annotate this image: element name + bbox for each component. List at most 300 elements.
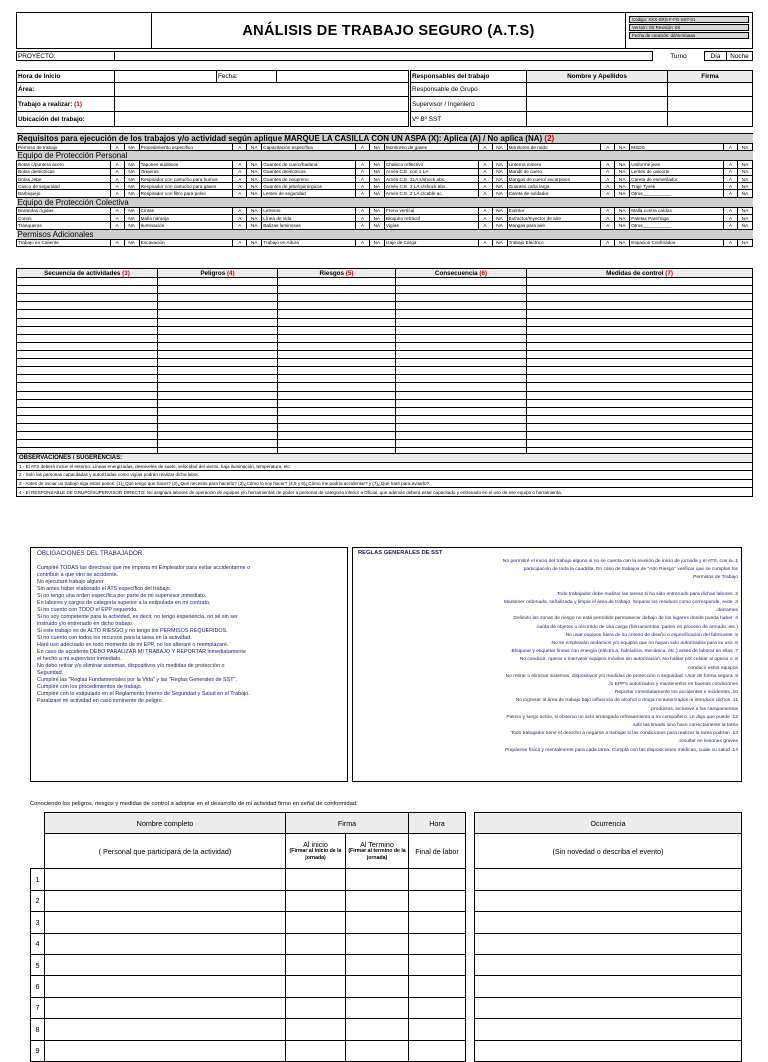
signature-start-cell[interactable] bbox=[286, 997, 346, 1018]
activity-cell[interactable] bbox=[278, 278, 396, 286]
signature-name-cell[interactable] bbox=[45, 954, 286, 975]
flag-a-box[interactable]: A bbox=[110, 144, 124, 151]
signature-name-cell[interactable] bbox=[45, 997, 286, 1018]
resp-grupo-nombre[interactable] bbox=[527, 83, 668, 97]
flag-a-box[interactable]: A bbox=[110, 161, 124, 168]
flag-na-box[interactable]: NA bbox=[247, 161, 262, 168]
flag-a-box[interactable]: A bbox=[355, 161, 369, 168]
flag-a-box[interactable]: A bbox=[601, 215, 615, 222]
activity-cell[interactable] bbox=[278, 286, 396, 294]
activity-cell[interactable] bbox=[17, 367, 158, 375]
signature-end-cell[interactable] bbox=[346, 997, 409, 1018]
activity-cell[interactable] bbox=[158, 399, 278, 407]
flag-a-box[interactable]: A bbox=[723, 161, 737, 168]
flag-na-box[interactable]: NA bbox=[492, 222, 507, 229]
signature-hour-cell[interactable] bbox=[409, 933, 466, 954]
signature-end-cell[interactable] bbox=[346, 912, 409, 933]
signature-hour-cell[interactable] bbox=[409, 890, 466, 911]
activity-cell[interactable] bbox=[396, 318, 527, 326]
signature-name-cell[interactable] bbox=[45, 869, 286, 890]
activity-cell[interactable] bbox=[158, 326, 278, 334]
obligacion-line: el hecho a mi supervisor inmediato. bbox=[37, 656, 122, 662]
activity-cell[interactable] bbox=[396, 440, 527, 448]
activity-cell[interactable] bbox=[396, 383, 527, 391]
flag-a-box[interactable]: A bbox=[233, 222, 247, 229]
activity-cell[interactable] bbox=[17, 432, 158, 440]
activity-cell[interactable] bbox=[396, 302, 527, 310]
flag-na-box[interactable]: NA bbox=[615, 144, 630, 151]
activity-cell[interactable] bbox=[278, 423, 396, 431]
flag-na-box[interactable]: NA bbox=[737, 168, 752, 175]
signature-name-cell[interactable] bbox=[45, 890, 286, 911]
flag-a-box[interactable]: A bbox=[601, 183, 615, 190]
flag-na-box[interactable]: NA bbox=[615, 222, 630, 229]
activity-cell[interactable] bbox=[396, 432, 527, 440]
activity-cell[interactable] bbox=[17, 415, 158, 423]
activity-cell[interactable] bbox=[396, 326, 527, 334]
activity-cell[interactable] bbox=[527, 423, 753, 431]
flag-a-box[interactable]: A bbox=[355, 168, 369, 175]
activity-cell[interactable] bbox=[158, 318, 278, 326]
signature-end-cell[interactable] bbox=[346, 976, 409, 997]
flag-na-box[interactable]: NA bbox=[615, 183, 630, 190]
activity-cell[interactable] bbox=[17, 407, 158, 415]
activity-cell[interactable] bbox=[278, 359, 396, 367]
flag-a-box[interactable]: A bbox=[723, 144, 737, 151]
flag-a-box[interactable]: A bbox=[478, 239, 492, 246]
flag-a-box[interactable]: A bbox=[478, 222, 492, 229]
activity-cell[interactable] bbox=[158, 278, 278, 286]
activity-cell[interactable] bbox=[158, 391, 278, 399]
flag-na-box[interactable]: NA bbox=[124, 144, 139, 151]
activity-cell[interactable] bbox=[158, 415, 278, 423]
supervisor-nombre[interactable] bbox=[527, 97, 668, 112]
signature-hour-cell[interactable] bbox=[409, 997, 466, 1018]
activity-cell[interactable] bbox=[278, 334, 396, 342]
flag-a-box[interactable]: A bbox=[355, 207, 369, 214]
area-field[interactable] bbox=[115, 83, 409, 97]
flag-a-box[interactable]: A bbox=[723, 190, 737, 197]
flag-na-box[interactable]: NA bbox=[247, 215, 262, 222]
flag-na-box[interactable]: NA bbox=[247, 175, 262, 182]
flag-a-box[interactable]: A bbox=[723, 239, 737, 246]
signature-end-cell[interactable] bbox=[346, 933, 409, 954]
signature-start-cell[interactable] bbox=[286, 890, 346, 911]
activity-cell[interactable] bbox=[158, 310, 278, 318]
flag-a-box[interactable]: A bbox=[723, 215, 737, 222]
activity-cell[interactable] bbox=[396, 310, 527, 318]
flag-a-box[interactable]: A bbox=[723, 222, 737, 229]
activity-cell[interactable] bbox=[17, 399, 158, 407]
turno-noche[interactable]: Noche bbox=[727, 52, 753, 61]
activity-cell[interactable] bbox=[278, 375, 396, 383]
flag-na-box[interactable]: NA bbox=[369, 190, 384, 197]
activity-cell[interactable] bbox=[17, 302, 158, 310]
activity-cell[interactable] bbox=[17, 350, 158, 358]
supervisor-firma[interactable] bbox=[668, 97, 753, 112]
flag-a-box[interactable]: A bbox=[110, 215, 124, 222]
flag-na-box[interactable]: NA bbox=[615, 239, 630, 246]
activity-cell[interactable] bbox=[396, 278, 527, 286]
flag-na-box[interactable]: NA bbox=[369, 175, 384, 182]
activity-cell[interactable] bbox=[17, 334, 158, 342]
flag-a-box[interactable]: A bbox=[233, 161, 247, 168]
activity-col-head bbox=[527, 269, 753, 278]
activity-cell[interactable] bbox=[278, 294, 396, 302]
flag-na-box[interactable]: NA bbox=[247, 183, 262, 190]
signature-start-cell[interactable] bbox=[286, 933, 346, 954]
flag-a-box[interactable]: A bbox=[478, 183, 492, 190]
activity-cell[interactable] bbox=[158, 375, 278, 383]
flag-a-box[interactable]: A bbox=[601, 190, 615, 197]
flag-na-box[interactable]: NA bbox=[124, 183, 139, 190]
signature-occurrence-cell[interactable] bbox=[475, 890, 742, 911]
flag-a-box[interactable]: A bbox=[723, 168, 737, 175]
activity-cell[interactable] bbox=[17, 383, 158, 391]
sig-ocurrencia-sub: (Sin novedad o describa el evento) bbox=[475, 834, 742, 869]
flag-na-box[interactable]: NA bbox=[247, 207, 262, 214]
activity-cell[interactable] bbox=[158, 302, 278, 310]
activity-cell[interactable] bbox=[527, 399, 753, 407]
activity-cell[interactable] bbox=[396, 359, 527, 367]
activity-cell[interactable] bbox=[527, 350, 753, 358]
observation-text: 4 - El RESPONSABLE DE GRUPO/SUPERVISOR DIRECTO: No asignará labores de operación de equipos y/o herramientas de poder a personal de categoría inferior a Oficial, que además deberá estar capacitado y entrenado en el uso de ese equipo o herramienta. bbox=[17, 488, 753, 497]
signature-start-cell[interactable] bbox=[286, 912, 346, 933]
flag-a-box[interactable]: A bbox=[478, 215, 492, 222]
flag-na-box[interactable]: NA bbox=[737, 190, 752, 197]
activity-cell[interactable] bbox=[527, 440, 753, 448]
flag-a-box[interactable]: A bbox=[355, 190, 369, 197]
signature-end-cell[interactable] bbox=[346, 1040, 409, 1061]
vb-sst-firma[interactable] bbox=[668, 112, 753, 127]
flag-na-box[interactable]: NA bbox=[124, 207, 139, 214]
flag-na-box[interactable]: NA bbox=[369, 168, 384, 175]
activity-cell[interactable] bbox=[17, 278, 158, 286]
flag-na-box[interactable]: NA bbox=[124, 215, 139, 222]
fecha-field[interactable] bbox=[277, 71, 409, 83]
signature-occurrence-cell[interactable] bbox=[475, 976, 742, 997]
signature-name-cell[interactable] bbox=[45, 1040, 286, 1061]
activity-cell[interactable] bbox=[527, 326, 753, 334]
flag-a-box[interactable]: A bbox=[233, 175, 247, 182]
flag-na-box[interactable]: NA bbox=[369, 144, 384, 151]
flag-na-box[interactable]: NA bbox=[737, 183, 752, 190]
flag-a-box[interactable]: A bbox=[601, 239, 615, 246]
activity-cell[interactable] bbox=[17, 318, 158, 326]
signature-end-cell[interactable] bbox=[346, 890, 409, 911]
activity-cell[interactable] bbox=[17, 326, 158, 334]
flag-na-box[interactable]: NA bbox=[615, 175, 630, 182]
flag-a-box[interactable]: A bbox=[723, 183, 737, 190]
signature-occurrence-cell[interactable] bbox=[475, 933, 742, 954]
flag-na-box[interactable]: NA bbox=[247, 190, 262, 197]
flag-a-box[interactable]: A bbox=[601, 222, 615, 229]
flag-na-box[interactable]: NA bbox=[492, 161, 507, 168]
signature-hour-cell[interactable] bbox=[409, 976, 466, 997]
activity-cell[interactable] bbox=[527, 278, 753, 286]
flag-na-box[interactable]: NA bbox=[615, 168, 630, 175]
activity-cell[interactable] bbox=[158, 334, 278, 342]
activity-cell[interactable] bbox=[278, 310, 396, 318]
resp-grupo-firma[interactable] bbox=[668, 83, 753, 97]
flag-a-box[interactable]: A bbox=[478, 161, 492, 168]
requisitos-title-text: Requisitos para ejecución de los trabajos y/o actividad según aplique MARQUE LA CASILLA CON UN ASPA (X): Aplica (A) / No aplica (NA) bbox=[17, 134, 543, 143]
signature-name-cell[interactable] bbox=[45, 912, 286, 933]
flag-na-box[interactable]: NA bbox=[369, 239, 384, 246]
activity-cell[interactable] bbox=[278, 350, 396, 358]
hora-inicio-field[interactable] bbox=[115, 71, 217, 83]
flag-na-box[interactable]: NA bbox=[247, 144, 262, 151]
signature-row-number: 4 bbox=[31, 933, 45, 954]
signature-hour-cell[interactable] bbox=[409, 912, 466, 933]
flag-a-box[interactable]: A bbox=[110, 183, 124, 190]
flag-a-box[interactable]: A bbox=[355, 183, 369, 190]
flag-na-box[interactable]: NA bbox=[492, 239, 507, 246]
flag-na-box[interactable]: NA bbox=[369, 207, 384, 214]
trabajo-field[interactable] bbox=[115, 97, 409, 112]
activity-cell[interactable] bbox=[527, 286, 753, 294]
flag-a-box[interactable]: A bbox=[110, 168, 124, 175]
activity-cell[interactable] bbox=[396, 399, 527, 407]
signature-name-cell[interactable] bbox=[45, 933, 286, 954]
flag-na-box[interactable]: NA bbox=[492, 190, 507, 197]
regla-line: .Todo trabajador debe realizar las tareas si ha sido entrenado para dichas labores .2 bbox=[555, 591, 738, 597]
activity-cell[interactable] bbox=[278, 415, 396, 423]
activity-cell[interactable] bbox=[278, 440, 396, 448]
activity-cell[interactable] bbox=[278, 367, 396, 375]
signature-start-cell[interactable] bbox=[286, 976, 346, 997]
flag-a-box[interactable]: A bbox=[110, 207, 124, 214]
flag-na-box[interactable]: NA bbox=[247, 168, 262, 175]
flag-na-box[interactable]: NA bbox=[247, 222, 262, 229]
activity-cell[interactable] bbox=[396, 423, 527, 431]
flag-a-box[interactable]: A bbox=[723, 175, 737, 182]
flag-a-box[interactable]: A bbox=[233, 168, 247, 175]
signature-occurrence-cell[interactable] bbox=[475, 1040, 742, 1061]
activity-row bbox=[17, 375, 753, 383]
flag-a-box[interactable]: A bbox=[355, 239, 369, 246]
reglas-box bbox=[352, 547, 742, 782]
flag-a-box[interactable]: A bbox=[723, 207, 737, 214]
flag-na-box[interactable]: NA bbox=[737, 207, 752, 214]
flag-na-box[interactable]: NA bbox=[124, 190, 139, 197]
ubicacion-field[interactable] bbox=[115, 112, 409, 127]
activity-cell[interactable] bbox=[278, 391, 396, 399]
activity-cell[interactable] bbox=[158, 432, 278, 440]
activity-cell[interactable] bbox=[527, 359, 753, 367]
flag-a-box[interactable]: A bbox=[355, 215, 369, 222]
requisitos-num: (2) bbox=[544, 134, 555, 143]
signature-occurrence-cell[interactable] bbox=[475, 954, 742, 975]
activity-cell[interactable] bbox=[158, 383, 278, 391]
flag-a-box[interactable]: A bbox=[233, 215, 247, 222]
flag-a-box[interactable]: A bbox=[233, 239, 247, 246]
activity-cell[interactable] bbox=[17, 286, 158, 294]
requisito-label: Capacitación específica bbox=[262, 144, 356, 151]
flag-na-box[interactable]: NA bbox=[615, 190, 630, 197]
signature-row bbox=[31, 1019, 742, 1040]
signature-name-cell[interactable] bbox=[45, 976, 286, 997]
activity-cell[interactable] bbox=[17, 423, 158, 431]
activity-cell[interactable] bbox=[527, 294, 753, 302]
activity-cell[interactable] bbox=[17, 310, 158, 318]
flag-na-box[interactable]: NA bbox=[492, 168, 507, 175]
signature-occurrence-cell[interactable] bbox=[475, 997, 742, 1018]
signature-start-cell[interactable] bbox=[286, 1040, 346, 1061]
activity-cell[interactable] bbox=[158, 294, 278, 302]
flag-a-box[interactable]: A bbox=[478, 144, 492, 151]
flag-a-box[interactable]: A bbox=[110, 175, 124, 182]
flag-na-box[interactable]: NA bbox=[737, 144, 752, 151]
flag-a-box[interactable]: A bbox=[601, 207, 615, 214]
activity-cell[interactable] bbox=[158, 359, 278, 367]
activity-cell[interactable] bbox=[527, 367, 753, 375]
flag-a-box[interactable]: A bbox=[355, 222, 369, 229]
activity-cell[interactable] bbox=[278, 326, 396, 334]
activity-cell[interactable] bbox=[396, 415, 527, 423]
flag-na-box[interactable]: NA bbox=[737, 161, 752, 168]
flag-na-box[interactable]: NA bbox=[369, 215, 384, 222]
flag-a-box[interactable]: A bbox=[355, 144, 369, 151]
activity-cell[interactable] bbox=[17, 391, 158, 399]
activity-cell[interactable] bbox=[527, 383, 753, 391]
flag-a-box[interactable]: A bbox=[110, 190, 124, 197]
activity-cell[interactable] bbox=[17, 359, 158, 367]
activity-cell[interactable] bbox=[158, 440, 278, 448]
signature-hour-cell[interactable] bbox=[409, 954, 466, 975]
activity-cell[interactable] bbox=[527, 375, 753, 383]
activity-cell[interactable] bbox=[396, 375, 527, 383]
flag-na-box[interactable]: NA bbox=[492, 207, 507, 214]
activity-row bbox=[17, 383, 753, 391]
flag-a-box[interactable]: A bbox=[355, 175, 369, 182]
flag-na-box[interactable]: NA bbox=[737, 215, 752, 222]
activity-cell[interactable] bbox=[396, 286, 527, 294]
activity-cell[interactable] bbox=[396, 391, 527, 399]
flag-na-box[interactable]: NA bbox=[492, 175, 507, 182]
signature-end-cell[interactable] bbox=[346, 954, 409, 975]
activity-cell[interactable] bbox=[278, 399, 396, 407]
signature-start-cell[interactable] bbox=[286, 869, 346, 890]
flag-na-box[interactable]: NA bbox=[615, 161, 630, 168]
activity-cell[interactable] bbox=[396, 367, 527, 375]
activity-cell[interactable] bbox=[396, 350, 527, 358]
signature-hour-cell[interactable] bbox=[409, 1040, 466, 1061]
signature-end-cell[interactable] bbox=[346, 1019, 409, 1040]
flag-na-box[interactable]: NA bbox=[737, 222, 752, 229]
flag-a-box[interactable]: A bbox=[233, 190, 247, 197]
activity-cell[interactable] bbox=[158, 367, 278, 375]
activity-cell[interactable] bbox=[527, 302, 753, 310]
activity-cell[interactable] bbox=[278, 432, 396, 440]
flag-na-box[interactable]: NA bbox=[737, 175, 752, 182]
flag-a-box[interactable]: A bbox=[233, 183, 247, 190]
requisito-label: Cintas bbox=[139, 207, 233, 214]
flag-na-box[interactable]: NA bbox=[615, 215, 630, 222]
activity-cell[interactable] bbox=[278, 302, 396, 310]
turno-dia[interactable]: Día bbox=[705, 52, 727, 61]
signature-hour-cell[interactable] bbox=[409, 869, 466, 890]
activity-cell[interactable] bbox=[158, 286, 278, 294]
flag-na-box[interactable]: NA bbox=[492, 215, 507, 222]
activity-cell[interactable] bbox=[158, 342, 278, 350]
flag-na-box[interactable]: NA bbox=[124, 222, 139, 229]
requisito-label: Respirador con cartucho para humos bbox=[139, 175, 233, 182]
activity-col-num: (4) bbox=[226, 269, 235, 277]
flag-na-box[interactable]: NA bbox=[492, 144, 507, 151]
flag-na-box[interactable]: NA bbox=[124, 168, 139, 175]
activity-cell[interactable] bbox=[527, 318, 753, 326]
flag-na-box[interactable]: NA bbox=[369, 161, 384, 168]
flag-a-box[interactable]: A bbox=[478, 190, 492, 197]
flag-na-box[interactable]: NA bbox=[369, 222, 384, 229]
activity-cell[interactable] bbox=[396, 294, 527, 302]
activity-cell[interactable] bbox=[278, 383, 396, 391]
activity-cell[interactable] bbox=[396, 407, 527, 415]
activity-cell[interactable] bbox=[527, 391, 753, 399]
flag-a-box[interactable]: A bbox=[478, 207, 492, 214]
activity-cell[interactable] bbox=[17, 375, 158, 383]
flag-a-box[interactable]: A bbox=[233, 144, 247, 151]
flag-na-box[interactable]: NA bbox=[247, 239, 262, 246]
activity-cell[interactable] bbox=[527, 407, 753, 415]
signature-start-cell[interactable] bbox=[286, 954, 346, 975]
flag-na-box[interactable]: NA bbox=[615, 207, 630, 214]
flag-a-box[interactable]: A bbox=[478, 175, 492, 182]
flag-a-box[interactable]: A bbox=[601, 175, 615, 182]
activity-cell[interactable] bbox=[158, 423, 278, 431]
activity-cell[interactable] bbox=[396, 342, 527, 350]
activity-cell[interactable] bbox=[278, 342, 396, 350]
activity-cell[interactable] bbox=[278, 407, 396, 415]
activity-cell[interactable] bbox=[527, 432, 753, 440]
flag-a-box[interactable]: A bbox=[601, 161, 615, 168]
signature-occurrence-cell[interactable] bbox=[475, 869, 742, 890]
flag-a-box[interactable]: A bbox=[478, 168, 492, 175]
activity-cell[interactable] bbox=[17, 294, 158, 302]
signature-hour-cell[interactable] bbox=[409, 1019, 466, 1040]
project-field[interactable] bbox=[115, 52, 653, 61]
signature-occurrence-cell[interactable] bbox=[475, 1019, 742, 1040]
activity-cell[interactable] bbox=[17, 440, 158, 448]
signature-end-cell[interactable] bbox=[346, 869, 409, 890]
activity-cell[interactable] bbox=[527, 342, 753, 350]
signature-name-cell[interactable] bbox=[45, 1019, 286, 1040]
flag-na-box[interactable]: NA bbox=[369, 183, 384, 190]
flag-na-box[interactable]: NA bbox=[492, 183, 507, 190]
activity-cell[interactable] bbox=[527, 334, 753, 342]
flag-a-box[interactable]: A bbox=[233, 207, 247, 214]
activity-cell[interactable] bbox=[527, 310, 753, 318]
flag-a-box[interactable]: A bbox=[601, 144, 615, 151]
activity-cell[interactable] bbox=[278, 318, 396, 326]
vb-sst-nombre[interactable] bbox=[527, 112, 668, 127]
activity-cell[interactable] bbox=[396, 334, 527, 342]
activity-cell[interactable] bbox=[527, 415, 753, 423]
flag-na-box[interactable]: NA bbox=[124, 175, 139, 182]
activity-cell[interactable] bbox=[158, 407, 278, 415]
signature-occurrence-cell[interactable] bbox=[475, 912, 742, 933]
flag-a-box[interactable]: A bbox=[601, 168, 615, 175]
activity-cell[interactable] bbox=[158, 350, 278, 358]
flag-na-box[interactable]: NA bbox=[737, 239, 752, 246]
activity-cell[interactable] bbox=[17, 342, 158, 350]
signature-start-cell[interactable] bbox=[286, 1019, 346, 1040]
flag-a-box[interactable]: A bbox=[110, 222, 124, 229]
flag-na-box[interactable]: NA bbox=[124, 239, 139, 246]
flag-na-box[interactable]: NA bbox=[124, 161, 139, 168]
flag-a-box[interactable]: A bbox=[110, 239, 124, 246]
